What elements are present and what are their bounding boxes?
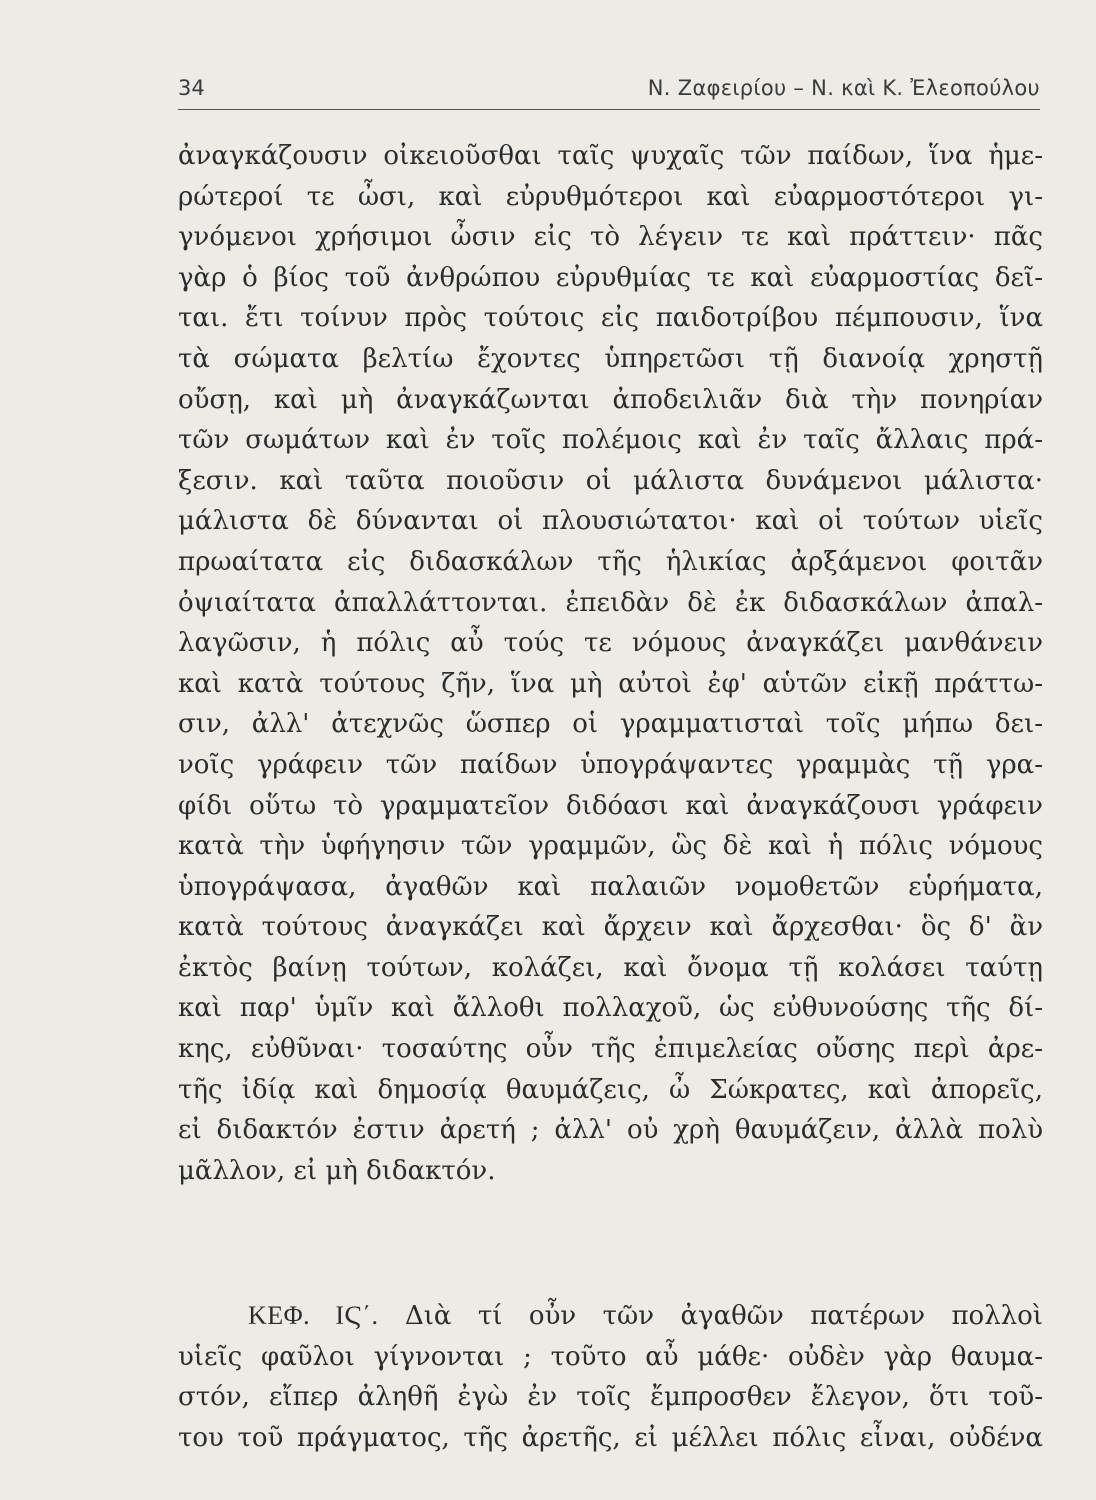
- chapter-first-line: [178, 1296, 1043, 1337]
- text-line: καὶ κατὰ τούτους ζῆν, ἵνα μὴ αὐτοὶ ἐφ' αὑτῶν εἰκῇ πράττω-: [178, 668, 1043, 699]
- text-line: πρωαίτατα εἰς διδασκάλων τῆς ἡλικίας ἀρξάμενοι φοιτᾶν: [178, 546, 1043, 577]
- running-head: Ν. Ζαφειρίου – Ν. καὶ Κ. Ἐλεοπούλου: [647, 76, 1040, 100]
- text-line: γνόμενοι χρήσιμοι ὦσιν εἰς τὸ λέγειν τε καὶ πράττειν· πᾶς: [178, 222, 1043, 253]
- text-line: ὀψιαίτατα ἀπαλλάττονται. ἐπειδὰν δὲ ἐκ διδασκάλων ἀπαλ-: [178, 587, 1043, 618]
- text-line: φίδι οὕτω τὸ γραμματεῖον διδόασι καὶ ἀναγκάζουσι γράφειν: [178, 790, 1043, 821]
- text-line: λαγῶσιν, ἡ πόλις αὖ τούς τε νόμους ἀναγκάζει μανθάνειν: [178, 628, 1043, 659]
- page-header: [178, 70, 1040, 106]
- text-line: καὶ παρ' ὑμῖν καὶ ἄλλοθι πολλαχοῦ, ὡς εὐθυνούσης τῆς δί-: [178, 993, 1043, 1024]
- text-line: εἰ διδακτόν ἐστιν ἀρετή ; ἀλλ' οὐ χρὴ θαυμάζειν, ἀλλὰ πολὺ: [178, 1115, 1043, 1146]
- text-line: νοῖς γράφειν τῶν παίδων ὑπογράψαντες γραμμὰς τῇ γρα-: [178, 749, 1043, 780]
- text-line: ρώτεροί τε ὦσι, καὶ εὐρυθμότεροι καὶ εὐαρμοστότεροι γι-: [178, 181, 1043, 212]
- text-line: ξεσιν. καὶ ταῦτα ποιοῦσιν οἱ μάλιστα δυνάμενοι μάλιστα·: [178, 465, 1043, 496]
- paragraph-1: [178, 136, 1043, 1191]
- text-line: οὔσῃ, καὶ μὴ ἀναγκάζωνται ἀποδειλιᾶν διὰ τὴν πονηρίαν: [178, 384, 1043, 415]
- text-line: μᾶλλον, εἰ μὴ διδακτόν.: [178, 1155, 496, 1186]
- text-line: ἐκτὸς βαίνῃ τούτων, κολάζει, καὶ ὄνομα τῇ κολάσει ταύτῃ: [178, 952, 1043, 983]
- text-line: κατὰ τὴν ὑφήγησιν τῶν γραμμῶν, ὣς δὲ καὶ ἡ πόλις νόμους: [178, 831, 1043, 862]
- text-line: ὑπογράψασα, ἀγαθῶν καὶ παλαιῶν νομοθετῶν εὑρήματα,: [178, 871, 1043, 902]
- page-number: 34: [178, 76, 205, 100]
- text-line: τὰ σώματα βελτίω ἔχοντες ὑπηρετῶσι τῇ διανοίᾳ χρηστῇ: [178, 343, 1043, 374]
- header-rule: [178, 109, 1040, 110]
- text-line: υἱεῖς φαῦλοι γίγνονται ; τοῦτο αὖ μάθε· οὐδὲν γὰρ θαυμα-: [178, 1341, 1043, 1372]
- text-line: κης, εὐθῦναι· τοσαύτης οὖν τῆς ἐπιμελείας οὔσης περὶ ἀρε-: [178, 1034, 1043, 1065]
- text-line: κατὰ τούτους ἀναγκάζει καὶ ἄρχειν καὶ ἄρχεσθαι· ὃς δ' ἂν: [178, 912, 1043, 943]
- text-line: μάλιστα δὲ δύνανται οἱ πλουσιώτατοι· καὶ οἱ τούτων υἱεῖς: [178, 506, 1043, 537]
- text-line: τῆς ἰδίᾳ καὶ δημοσίᾳ θαυμάζεις, ὦ Σώκρατες, καὶ ἀπορεῖς,: [178, 1074, 1043, 1105]
- text-line: σιν, ἀλλ' ἀτεχνῶς ὥσπερ οἱ γραμματισταὶ τοῖς μήπω δει-: [178, 709, 1043, 740]
- text-line: ται. ἔτι τοίνυν πρὸς τούτοις εἰς παιδοτρίβου πέμπουσιν, ἵνα: [178, 303, 1043, 334]
- text-line: τῶν σωμάτων καὶ ἐν τοῖς πολέμοις καὶ ἐν ταῖς ἄλλαις πρά-: [178, 425, 1043, 456]
- text-line-rest: Διὰ τί οὖν τῶν ἀγαθῶν πατέρων πολλοὶ: [404, 1301, 1043, 1331]
- chapter-label: ΚΕΦ. ΙϚ΄.: [248, 1301, 379, 1330]
- text-line: ἀναγκάζουσιν οἰκειοῦσθαι ταῖς ψυχαῖς τῶν παίδων, ἵνα ἡμε-: [178, 141, 1043, 171]
- text-line: του τοῦ πράγματος, τῆς ἀρετῆς, εἰ μέλλει πόλις εἶναι, οὐδένα: [178, 1422, 1043, 1453]
- paragraph-2: [178, 1296, 1043, 1458]
- text-line: γὰρ ὁ βίος τοῦ ἀνθρώπου εὐρυθμίας τε καὶ εὐαρμοστίας δεῖ-: [178, 262, 1043, 293]
- text-line: στόν, εἴπερ ἀληθῆ ἐγὼ ἐν τοῖς ἔμπροσθεν ἔλεγον, ὅτι τοῦ-: [178, 1382, 1043, 1413]
